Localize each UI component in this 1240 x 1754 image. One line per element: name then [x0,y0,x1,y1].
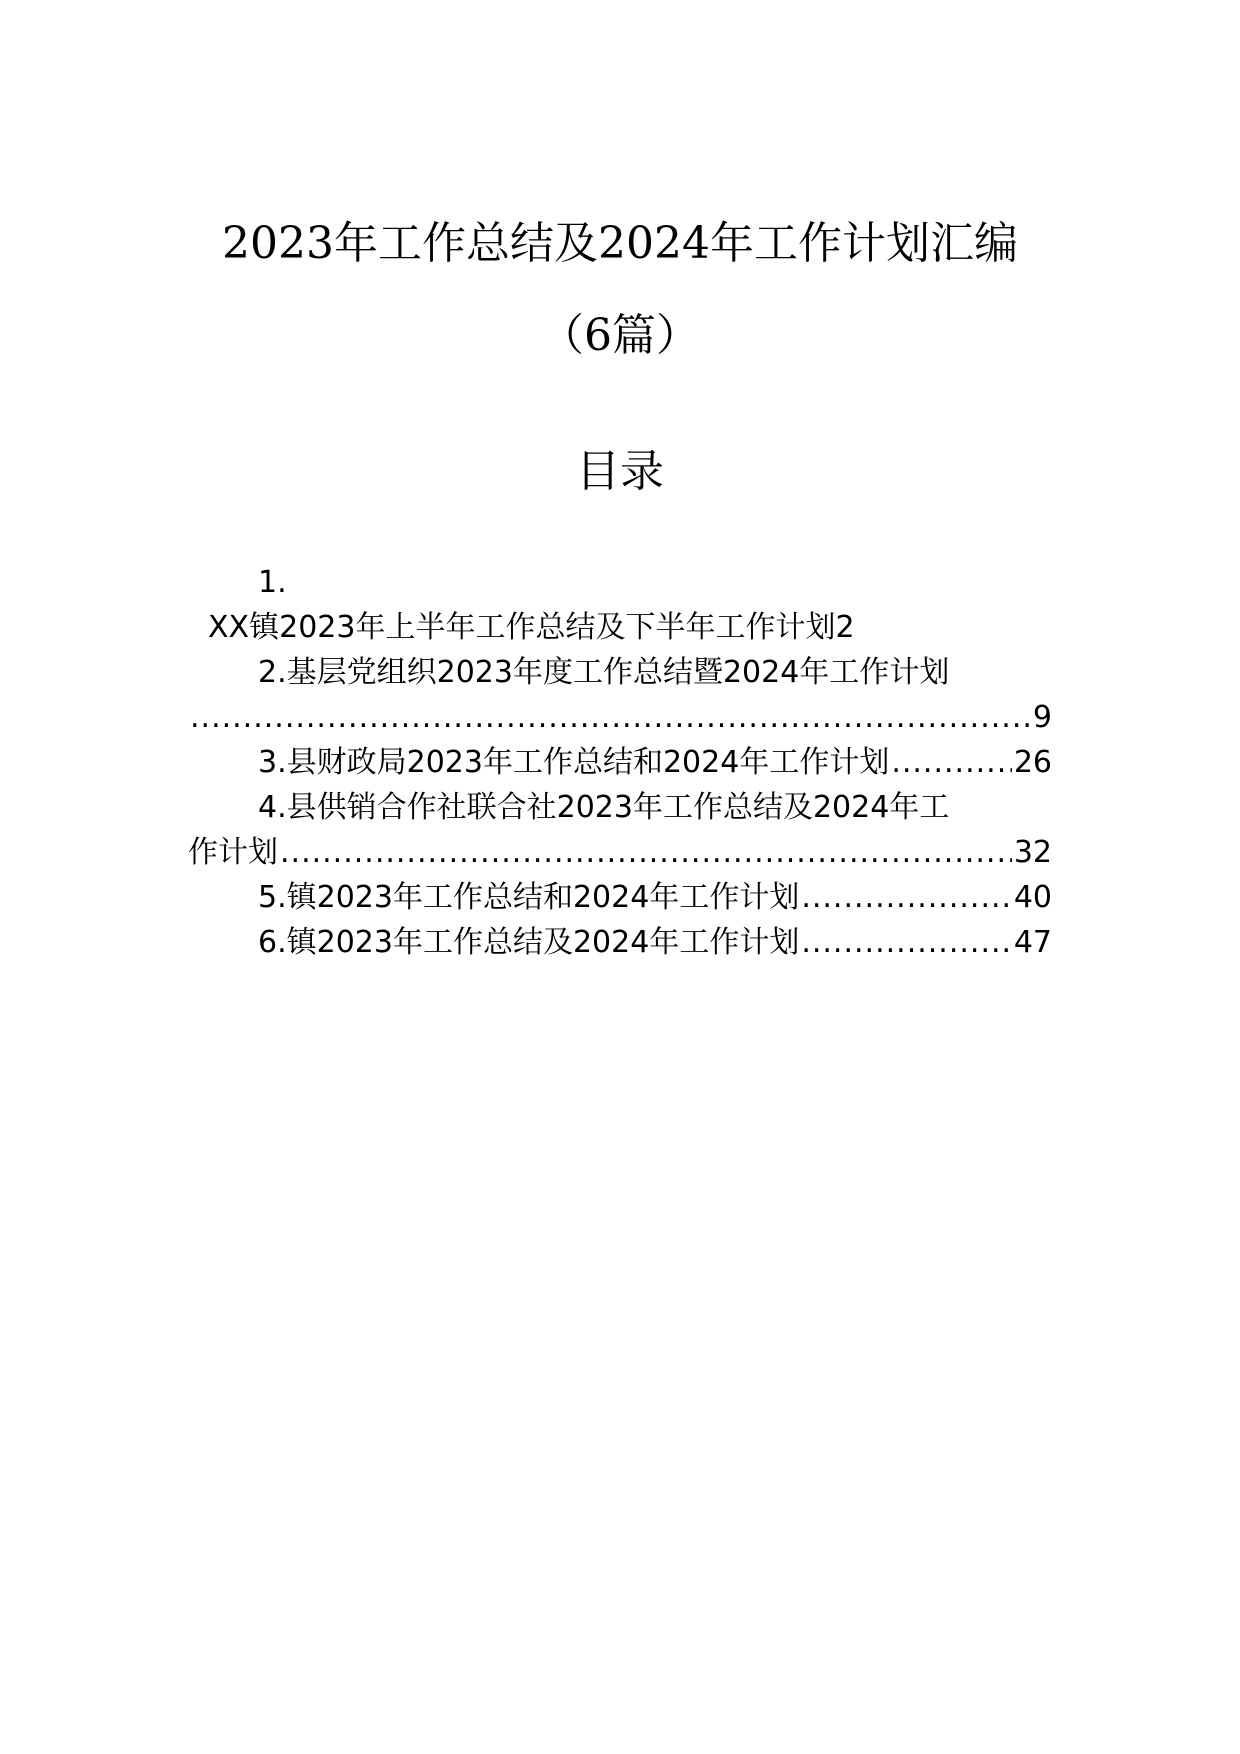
toc-leader-dots [891,740,1011,785]
toc-leader-dots [801,920,1011,965]
toc-leader-dots [280,830,1012,875]
toc-entry-page: 32 [1013,835,1052,870]
toc-entry-page: 2 [835,610,855,645]
document-subtitle: （6篇） [540,310,700,361]
toc-entry-title: 5.镇2023年工作总结和2024年工作计划 [258,880,800,915]
toc-entry-title: XX镇2023年上半年工作总结及下半年工作计划 [208,610,836,645]
toc-entry-6[interactable] [188,920,1052,965]
toc-entry-page: 26 [1013,745,1052,780]
toc-entry-title-continued: 作计划 [188,835,278,870]
toc-leader-dots [190,695,1031,740]
toc-heading: 目录 [576,446,664,497]
toc-entry-1[interactable] [188,560,1052,650]
toc-entry-page: 40 [1013,880,1052,915]
toc-entry-2[interactable] [188,650,1052,740]
toc-entry-page: 47 [1013,925,1052,960]
toc-entry-number: 1. [258,565,287,600]
toc-entry-title: 6.镇2023年工作总结及2024年工作计划 [258,925,800,960]
toc-entry-5[interactable] [188,875,1052,920]
toc-entry-title: 2.基层党组织2023年度工作总结暨2024年工作计划 [258,655,950,690]
toc-entry-title: 4.县供销合作社联合社2023年工作总结及2024年工 [258,790,950,825]
toc-leader-dots [801,875,1011,920]
toc-entry-4[interactable] [188,785,1052,875]
toc-entry-3[interactable] [188,740,1052,785]
document-title: 2023年工作总结及2024年工作计划汇编 [222,218,1018,269]
toc-entry-title: 3.县财政局2023年工作总结和2024年工作计划 [258,745,890,780]
table-of-contents [188,560,1052,965]
toc-entry-page: 9 [1032,700,1052,735]
